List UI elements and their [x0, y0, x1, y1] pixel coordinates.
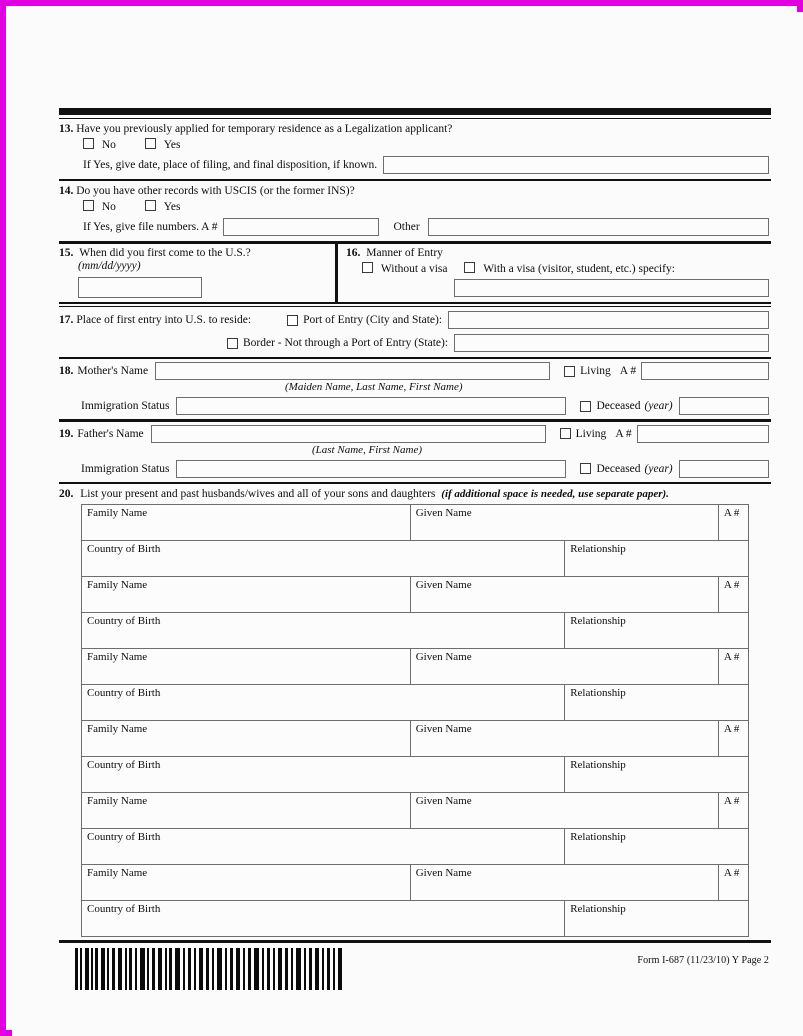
label-a-number: A #	[723, 723, 740, 736]
question-15-hint: (mm/dd/yyyy)	[78, 259, 141, 272]
table-row	[82, 649, 749, 685]
question-17-border-row	[59, 329, 771, 352]
question-19-hint-row	[59, 444, 771, 458]
question-19-number: 19.	[59, 427, 74, 440]
cell-relationship[interactable]	[565, 685, 749, 721]
label-country-of-birth: Country of Birth	[87, 759, 161, 772]
checkbox-18-living-label: Living	[580, 365, 611, 378]
input-13-disposition[interactable]	[383, 156, 769, 174]
question-14-followup-label: If Yes, give file numbers. A #	[83, 221, 218, 234]
question-20-number: 20.	[59, 488, 74, 501]
checkbox-13-yes-label: Yes	[163, 139, 181, 152]
dependents-table	[81, 504, 749, 937]
input-14-a-number[interactable]	[223, 218, 379, 236]
rule-after-16	[59, 302, 771, 304]
footer	[59, 943, 771, 1001]
question-17-text: Place of first entry into U.S. to reside:	[76, 314, 252, 327]
question-15-number: 15.	[59, 246, 74, 259]
checkbox-14-yes[interactable]	[145, 200, 156, 211]
label-family-name: Family Name	[87, 723, 148, 736]
question-20-text: List your present and past husbands/wives and all of your sons and daughters	[80, 488, 436, 501]
label-country-of-birth: Country of Birth	[87, 687, 161, 700]
cell-relationship[interactable]	[565, 901, 749, 937]
checkbox-13-no-label: No	[101, 139, 116, 152]
question-14-options	[59, 197, 771, 213]
question-17-number: 17.	[59, 314, 74, 327]
checkbox-16-without-visa[interactable]	[362, 262, 373, 273]
checkbox-14-yes-label: Yes	[163, 201, 181, 214]
input-17-border-state[interactable]	[454, 334, 769, 352]
label-relationship: Relationship	[570, 543, 626, 556]
input-16-visa-specify[interactable]	[454, 279, 769, 297]
cell-family-name[interactable]	[82, 865, 411, 901]
question-15-text: When did you first come to the U.S.?	[79, 246, 251, 259]
question-13-options	[59, 135, 771, 151]
cell-country-of-birth[interactable]	[82, 901, 565, 937]
question-19-hint: (Last Name, First Name)	[312, 443, 422, 456]
input-18-mothers-name[interactable]	[155, 362, 550, 380]
checkbox-13-yes[interactable]	[145, 138, 156, 149]
cell-relationship[interactable]	[565, 829, 749, 865]
question-17	[59, 307, 771, 329]
label-country-of-birth: Country of Birth	[87, 903, 161, 916]
cell-family-name[interactable]	[82, 649, 411, 685]
header-rule-thick	[59, 108, 771, 115]
cell-a-number[interactable]	[718, 721, 748, 757]
question-13-followup	[59, 151, 771, 174]
question-18	[59, 359, 771, 381]
question-14-other-label: Other	[393, 221, 420, 234]
label-family-name: Family Name	[87, 579, 148, 592]
cell-a-number[interactable]	[718, 505, 748, 541]
label-given-name: Given Name	[415, 723, 472, 736]
cell-given-name[interactable]	[410, 649, 718, 685]
input-19-fathers-name[interactable]	[151, 425, 546, 443]
question-20-text-italic: (if additional space is needed, use separate paper).	[441, 488, 669, 501]
question-13	[59, 119, 771, 135]
input-18-immigration-status[interactable]	[176, 397, 566, 415]
label-given-name: Given Name	[415, 867, 472, 880]
checkbox-17-port-label: Port of Entry (City and State):	[303, 314, 443, 327]
form-number: Form I-687 (11/23/10) Y Page 2	[637, 954, 769, 966]
question-15-16-block	[59, 244, 771, 302]
input-17-port[interactable]	[448, 311, 769, 329]
label-relationship: Relationship	[570, 615, 626, 628]
table-row	[82, 577, 749, 613]
label-family-name: Family Name	[87, 507, 148, 520]
checkbox-19-deceased[interactable]	[580, 463, 591, 474]
cell-relationship[interactable]	[565, 613, 749, 649]
question-15	[59, 244, 335, 302]
label-a-number: A #	[723, 651, 740, 664]
label-a-number: A #	[723, 579, 740, 592]
label-a-number: A #	[723, 795, 740, 808]
table-row	[82, 829, 749, 865]
cell-country-of-birth[interactable]	[82, 541, 565, 577]
question-19-deceased-hint: (year)	[644, 462, 673, 475]
cell-a-number[interactable]	[718, 793, 748, 829]
question-18-status-label: Immigration Status	[81, 400, 170, 413]
checkbox-16-with-visa[interactable]	[464, 262, 475, 273]
question-18-status-row	[59, 395, 771, 419]
checkbox-13-no[interactable]	[83, 138, 94, 149]
input-19-a-number[interactable]	[637, 425, 769, 443]
question-19-status-row	[59, 458, 771, 482]
question-14-number: 14.	[59, 185, 74, 198]
cell-a-number[interactable]	[718, 649, 748, 685]
question-19-status-label: Immigration Status	[81, 462, 170, 475]
checkbox-16-without-visa-label: Without a visa	[380, 262, 448, 275]
question-16-number: 16.	[346, 246, 361, 259]
cell-relationship[interactable]	[565, 541, 749, 577]
checkbox-16-with-visa-label: With a visa (visitor, student, etc.) specify:	[483, 262, 675, 275]
label-relationship: Relationship	[570, 831, 626, 844]
cell-country-of-birth[interactable]	[82, 613, 565, 649]
question-13-number: 13.	[59, 123, 74, 136]
cell-a-number[interactable]	[718, 865, 748, 901]
label-relationship: Relationship	[570, 687, 626, 700]
checkbox-14-no-label: No	[101, 201, 116, 214]
question-19-label: Father's Name	[77, 427, 144, 440]
label-family-name: Family Name	[87, 651, 148, 664]
checkbox-18-living[interactable]	[564, 366, 575, 377]
cell-country-of-birth[interactable]	[82, 757, 565, 793]
checkbox-14-no[interactable]	[83, 200, 94, 211]
question-18-hint-row	[59, 381, 771, 395]
question-18-a-label: A #	[619, 365, 637, 378]
checkbox-18-deceased[interactable]	[580, 401, 591, 412]
cell-given-name[interactable]	[410, 793, 718, 829]
checkbox-17-port-of-entry[interactable]	[287, 315, 298, 326]
cell-country-of-birth[interactable]	[82, 829, 565, 865]
input-15-date[interactable]	[78, 277, 202, 298]
barcode-image	[73, 948, 345, 990]
question-14-text: Do you have other records with USCIS (or the former INS)?	[76, 185, 355, 198]
question-14-followup	[59, 213, 771, 236]
input-18-a-number[interactable]	[641, 362, 769, 380]
question-18-number: 18.	[59, 365, 74, 378]
checkbox-19-living[interactable]	[560, 428, 571, 439]
label-family-name: Family Name	[87, 795, 148, 808]
question-20	[59, 484, 771, 504]
table-row	[82, 505, 749, 541]
question-19-a-label: A #	[615, 427, 632, 440]
cell-given-name[interactable]	[410, 721, 718, 757]
label-given-name: Given Name	[415, 795, 472, 808]
question-14	[59, 181, 771, 197]
checkbox-19-living-label: Living	[575, 427, 607, 440]
cell-family-name[interactable]	[82, 505, 411, 541]
cell-family-name[interactable]	[82, 721, 411, 757]
table-row	[82, 721, 749, 757]
label-relationship: Relationship	[570, 903, 626, 916]
input-19-deceased-year[interactable]	[679, 460, 769, 478]
form-content	[59, 12, 771, 1001]
cell-given-name[interactable]	[410, 865, 718, 901]
cell-relationship[interactable]	[565, 757, 749, 793]
checkbox-17-border[interactable]	[227, 338, 238, 349]
label-country-of-birth: Country of Birth	[87, 831, 161, 844]
question-13-text: Have you previously applied for temporary residence as a Legalization applicant?	[76, 123, 453, 136]
cell-given-name[interactable]	[410, 505, 718, 541]
table-row	[82, 757, 749, 793]
table-row	[82, 793, 749, 829]
cell-family-name[interactable]	[82, 577, 411, 613]
dependents-table-body	[82, 505, 749, 937]
label-given-name: Given Name	[415, 651, 472, 664]
question-16	[338, 244, 771, 302]
question-18-hint: (Maiden Name, Last Name, First Name)	[285, 381, 463, 394]
checkbox-18-deceased-label: Deceased	[596, 400, 641, 413]
question-13-followup-label: If Yes, give date, place of filing, and final disposition, if known.	[83, 159, 378, 172]
label-a-number: A #	[723, 507, 740, 520]
question-18-deceased-hint: (year)	[644, 400, 673, 413]
cell-given-name[interactable]	[410, 577, 718, 613]
input-18-deceased-year[interactable]	[679, 397, 769, 415]
table-row	[82, 541, 749, 577]
table-row	[82, 901, 749, 937]
question-16-text: Manner of Entry	[366, 246, 443, 259]
question-19	[59, 422, 771, 444]
label-given-name: Given Name	[415, 579, 472, 592]
cell-country-of-birth[interactable]	[82, 685, 565, 721]
label-country-of-birth: Country of Birth	[87, 615, 161, 628]
label-relationship: Relationship	[570, 759, 626, 772]
table-row	[82, 613, 749, 649]
checkbox-19-deceased-label: Deceased	[596, 462, 641, 475]
label-a-number: A #	[723, 867, 740, 880]
question-18-label: Mother's Name	[77, 365, 149, 378]
table-row	[82, 685, 749, 721]
form-sheet	[12, 12, 803, 1036]
checkbox-17-border-label: Border - Not through a Port of Entry (State):	[243, 337, 449, 350]
input-14-other[interactable]	[428, 218, 769, 236]
label-country-of-birth: Country of Birth	[87, 543, 161, 556]
table-row	[82, 865, 749, 901]
cell-a-number[interactable]	[718, 577, 748, 613]
cell-family-name[interactable]	[82, 793, 411, 829]
label-given-name: Given Name	[415, 507, 472, 520]
input-19-immigration-status[interactable]	[176, 460, 566, 478]
label-family-name: Family Name	[87, 867, 148, 880]
